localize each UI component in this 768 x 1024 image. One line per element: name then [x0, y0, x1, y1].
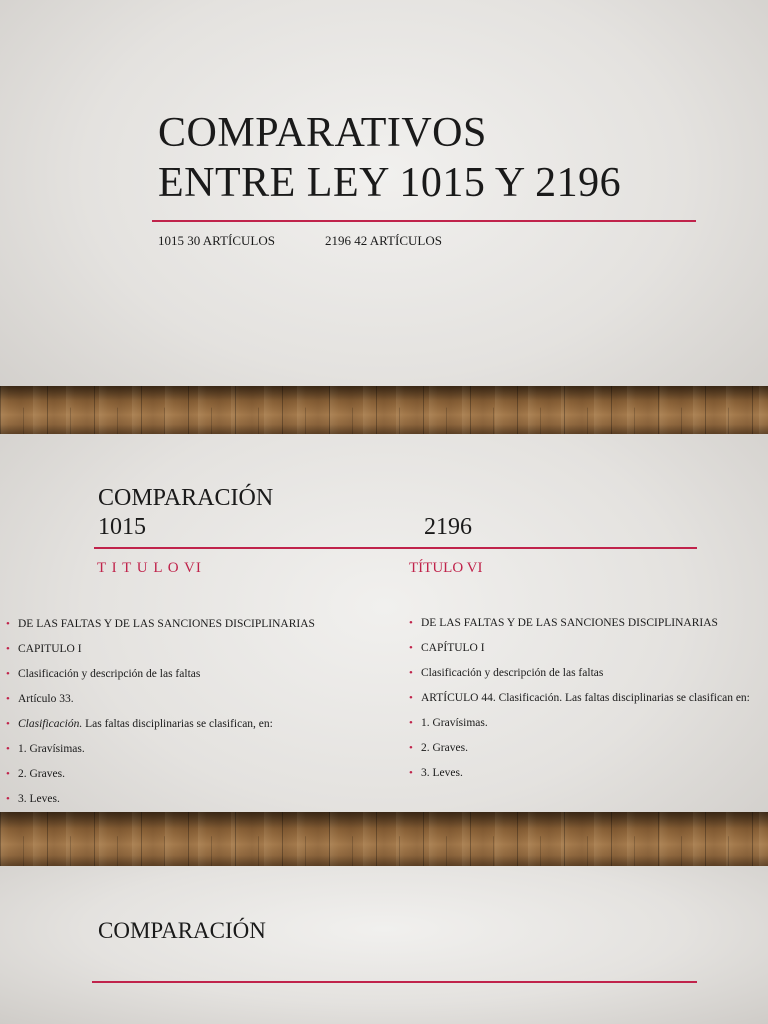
list-item: • 1. Gravísimas.	[408, 716, 758, 731]
list-item: • 2. Graves.	[408, 741, 758, 756]
list-item: • CAPÍTULO I	[408, 641, 758, 656]
list-item: • 3. Leves.	[5, 792, 380, 807]
slide-3	[0, 866, 768, 1024]
slide-2-left-list	[5, 617, 380, 817]
list-item-emphasis: Clasificación.	[18, 718, 83, 730]
list-item: • Clasificación y descripción de las faltas	[408, 666, 758, 681]
slide-2-divider	[94, 547, 697, 549]
list-item: • 3. Leves.	[408, 766, 758, 781]
slide-2-right-number: 2196	[424, 514, 472, 540]
slide-1-subtitle-left: 1015 30 ARTÍCULOS	[158, 233, 275, 248]
slide-3-divider	[92, 981, 697, 983]
list-item: • 2. Graves.	[5, 767, 380, 782]
list-item: • DE LAS FALTAS Y DE LAS SANCIONES DISCIPLINARIAS	[5, 617, 380, 632]
slide-1-title	[158, 108, 621, 208]
slide-2-left-heading: T I T U L O VI	[97, 560, 202, 576]
slide-2-wood-floor	[0, 812, 768, 866]
slide-2-title: COMPARACIÓN	[98, 485, 274, 511]
slide-2-right-list	[408, 616, 758, 791]
list-item	[5, 717, 380, 732]
slide-3-title: COMPARACIÓN	[98, 918, 266, 943]
slide-2-left-number: 1015	[98, 514, 146, 540]
slide-1-wood-floor	[0, 386, 768, 434]
slide-1-subtitle-right: 2196 42 ARTÍCULOS	[325, 233, 442, 248]
list-item: • CAPITULO I	[5, 642, 380, 657]
list-item: • ARTÍCULO 44. Clasificación. Las faltas disciplinarias se clasifican en:	[408, 691, 758, 706]
slide-1	[0, 0, 768, 434]
slide-1-divider	[152, 220, 696, 222]
list-item: • DE LAS FALTAS Y DE LAS SANCIONES DISCIPLINARIAS	[408, 616, 758, 631]
list-item-text: Las faltas disciplinarias se clasifican, en:	[82, 718, 273, 730]
list-item: • Artículo 33.	[5, 692, 380, 707]
slide-1-title-line-2: ENTRE LEY 1015 Y 2196	[158, 160, 622, 206]
list-item: • Clasificación y descripción de las faltas	[5, 667, 380, 682]
slide-2-right-heading: TÍTULO VI	[409, 560, 483, 576]
list-item: • 1. Gravísimas.	[5, 742, 380, 757]
slide-1-title-line-1: COMPARATIVOS	[158, 110, 487, 156]
